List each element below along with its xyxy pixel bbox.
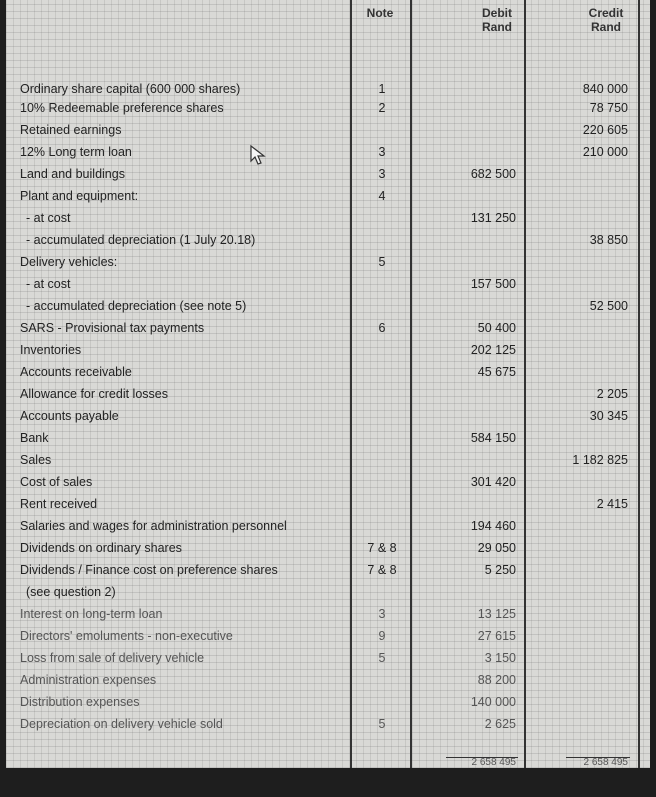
row-description: - at cost bbox=[26, 211, 71, 225]
row-note: 9 bbox=[378, 629, 386, 643]
table-row bbox=[6, 251, 650, 273]
table-row bbox=[6, 295, 650, 317]
row-credit: 78 750 bbox=[589, 101, 628, 115]
row-note: 2 bbox=[378, 101, 386, 115]
row-note: 7 & 8 bbox=[367, 563, 397, 577]
row-description: 12% Long term loan bbox=[20, 145, 132, 159]
row-description: Distribution expenses bbox=[20, 695, 140, 709]
credit-total: 2 658 495 bbox=[583, 757, 628, 768]
table-row bbox=[6, 405, 650, 427]
row-credit: 2 415 bbox=[596, 497, 628, 511]
mouse-pointer-icon bbox=[249, 144, 267, 166]
row-debit: 584 150 bbox=[470, 431, 516, 445]
row-note: 1 bbox=[378, 82, 386, 96]
row-description: Accounts payable bbox=[20, 409, 119, 423]
debit-total: 2 658 495 bbox=[471, 757, 516, 768]
row-description: 10% Redeemable preference shares bbox=[20, 101, 224, 115]
row-credit: 2 205 bbox=[596, 387, 628, 401]
row-debit: 2 625 bbox=[484, 717, 516, 731]
table-row bbox=[6, 185, 650, 207]
table-row bbox=[6, 163, 650, 185]
row-note: 5 bbox=[378, 255, 386, 269]
totals-row bbox=[6, 752, 650, 774]
row-description: Bank bbox=[20, 431, 49, 445]
row-description: Rent received bbox=[20, 497, 98, 511]
table-row bbox=[6, 691, 650, 713]
row-description: SARS - Provisional tax payments bbox=[20, 321, 205, 335]
row-debit: 301 420 bbox=[470, 475, 516, 489]
table-row bbox=[6, 97, 650, 119]
row-debit: 202 125 bbox=[470, 343, 516, 357]
table-row bbox=[6, 383, 650, 405]
table-row bbox=[6, 339, 650, 361]
credit-header-line2: Rand bbox=[591, 20, 621, 34]
row-debit: 29 050 bbox=[477, 541, 516, 555]
row-debit: 45 675 bbox=[477, 365, 516, 379]
debit-header-line1: Debit bbox=[482, 6, 512, 20]
row-credit: 1 182 825 bbox=[572, 453, 628, 467]
row-note: 3 bbox=[378, 167, 386, 181]
table-row bbox=[6, 449, 650, 471]
table-row bbox=[6, 141, 650, 163]
table-row bbox=[6, 119, 650, 141]
note-header-label: Note bbox=[366, 6, 394, 20]
row-debit: 3 150 bbox=[484, 651, 516, 665]
debit-header-line2: Rand bbox=[482, 20, 512, 34]
table-row bbox=[6, 581, 650, 603]
note-header bbox=[352, 6, 408, 20]
row-note: 3 bbox=[378, 607, 386, 621]
row-note: 6 bbox=[378, 321, 386, 335]
row-debit: 50 400 bbox=[477, 321, 516, 335]
table-row bbox=[6, 669, 650, 691]
row-description: Allowance for credit losses bbox=[20, 387, 168, 401]
row-description: Accounts receivable bbox=[20, 365, 132, 379]
row-credit: 30 345 bbox=[589, 409, 628, 423]
row-description: Sales bbox=[20, 453, 52, 467]
row-description: Directors' emoluments - non-executive bbox=[20, 629, 233, 643]
row-debit: 194 460 bbox=[470, 519, 516, 533]
credit-header-line1: Credit bbox=[588, 6, 624, 20]
row-credit: 210 000 bbox=[582, 145, 628, 159]
row-description: (see question 2) bbox=[26, 585, 116, 599]
row-debit: 131 250 bbox=[470, 211, 516, 225]
table-row bbox=[6, 603, 650, 625]
table-row bbox=[6, 493, 650, 515]
row-description: Plant and equipment: bbox=[20, 189, 139, 203]
table-row bbox=[6, 713, 650, 735]
row-description: Land and buildings bbox=[20, 167, 125, 181]
row-note: 5 bbox=[378, 717, 386, 731]
row-note: 4 bbox=[378, 189, 386, 203]
row-description: Dividends on ordinary shares bbox=[20, 541, 182, 555]
row-debit: 13 125 bbox=[477, 607, 516, 621]
row-credit: 840 000 bbox=[582, 82, 628, 96]
table-row bbox=[6, 625, 650, 647]
row-description: Ordinary share capital (600 000 shares) bbox=[20, 82, 241, 96]
table-row bbox=[6, 471, 650, 493]
table-row bbox=[6, 559, 650, 581]
table-row bbox=[6, 647, 650, 669]
row-description: - at cost bbox=[26, 277, 71, 291]
row-description: Dividends / Finance cost on preference shares bbox=[20, 563, 278, 577]
row-description: Inventories bbox=[20, 343, 82, 357]
row-credit: 220 605 bbox=[582, 123, 628, 137]
row-debit: 140 000 bbox=[470, 695, 516, 709]
row-description: Salaries and wages for administration personnel bbox=[20, 519, 287, 533]
table-row bbox=[6, 317, 650, 339]
table-row bbox=[6, 207, 650, 229]
table-row bbox=[6, 537, 650, 559]
table-row bbox=[6, 427, 650, 449]
table-row bbox=[6, 515, 650, 537]
row-credit: 38 850 bbox=[589, 233, 628, 247]
row-description: Depreciation on delivery vehicle sold bbox=[20, 717, 223, 731]
table-row bbox=[6, 273, 650, 295]
row-debit: 27 615 bbox=[477, 629, 516, 643]
table-row bbox=[6, 361, 650, 383]
row-description: Loss from sale of delivery vehicle bbox=[20, 651, 205, 665]
row-debit: 157 500 bbox=[470, 277, 516, 291]
row-debit: 5 250 bbox=[484, 563, 516, 577]
table-row bbox=[6, 229, 650, 251]
row-credit: 52 500 bbox=[589, 299, 628, 313]
trial-balance-sheet bbox=[6, 0, 650, 768]
debit-header bbox=[412, 6, 522, 34]
row-description: Administration expenses bbox=[20, 673, 157, 687]
row-note: 5 bbox=[378, 651, 386, 665]
row-debit: 682 500 bbox=[470, 167, 516, 181]
row-description: - accumulated depreciation (see note 5) bbox=[26, 299, 247, 313]
row-note: 7 & 8 bbox=[367, 541, 397, 555]
credit-header bbox=[526, 6, 636, 34]
row-description: Cost of sales bbox=[20, 475, 93, 489]
row-description: Retained earnings bbox=[20, 123, 122, 137]
row-debit: 88 200 bbox=[477, 673, 516, 687]
row-description: - accumulated depreciation (1 July 20.18) bbox=[26, 233, 256, 247]
row-description: Interest on long-term loan bbox=[20, 607, 163, 621]
row-description: Delivery vehicles: bbox=[20, 255, 118, 269]
row-note: 3 bbox=[378, 145, 386, 159]
